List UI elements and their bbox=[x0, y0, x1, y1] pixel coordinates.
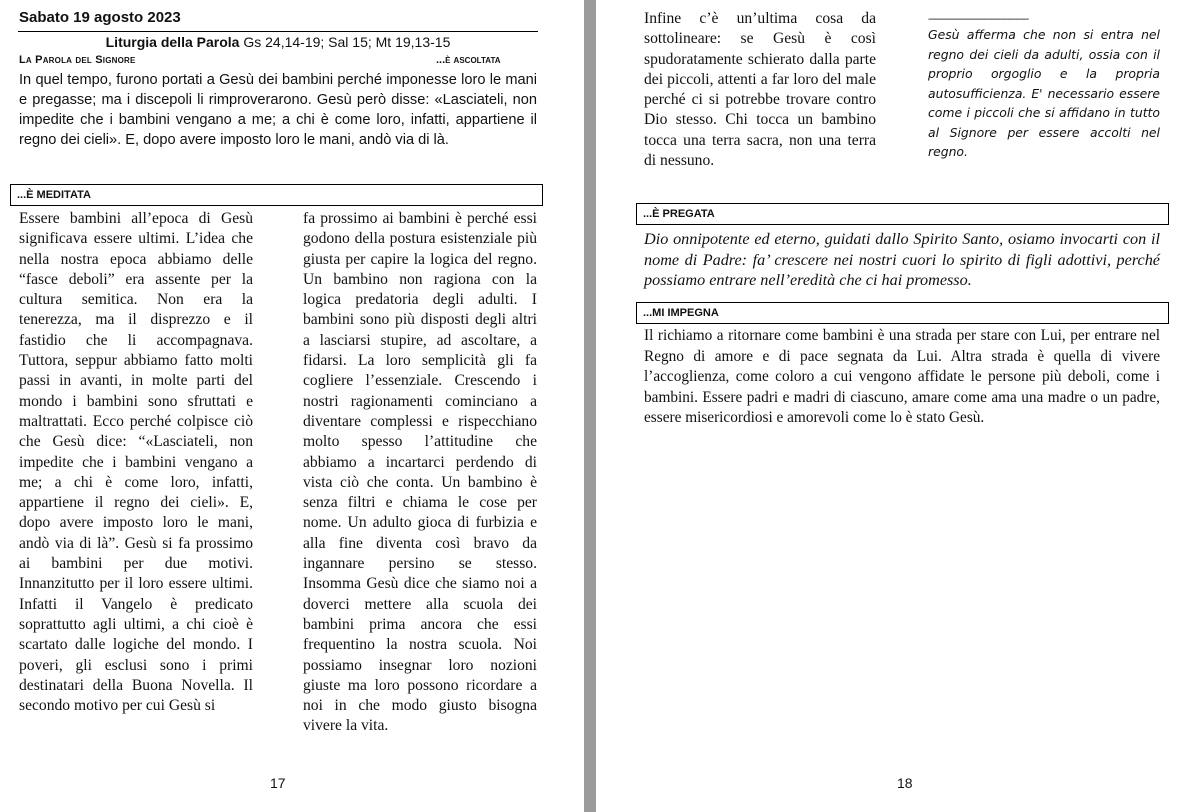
commit-heading-label: ...MI IMPEGNA bbox=[643, 307, 719, 319]
meditated-heading-label: ...È MEDITATA bbox=[17, 189, 91, 201]
page-right bbox=[596, 0, 1179, 812]
prayed-heading bbox=[636, 203, 1169, 225]
page-left bbox=[0, 0, 584, 812]
meditated-heading bbox=[10, 184, 543, 206]
page-number-right: 18 bbox=[897, 775, 913, 791]
header-rule bbox=[18, 31, 538, 32]
prayer-text: Dio onnipotente ed eterno, guidati dallo Spirito Santo, osiamo invocarti con il nome di Padre: fa’ crescere nei nostri cuori lo spirito di figli adottivi, perché possiamo entrare nell’eredità che ci hai promesso. bbox=[644, 230, 1160, 289]
heard-heading: ...è ascoltata bbox=[436, 54, 501, 66]
page-number-left: 17 bbox=[270, 775, 286, 791]
liturgy-refs: Gs 24,14-19; Sal 15; Mt 19,13-15 bbox=[243, 34, 451, 50]
page-gutter bbox=[584, 0, 596, 812]
word-heading: La Parola del Signore bbox=[19, 54, 136, 66]
liturgy-label: Liturgia della Parola bbox=[105, 34, 240, 50]
liturgy-line bbox=[18, 34, 538, 50]
meditation-column-1: Essere bambini all’epoca di Gesù significava essere ultimi. L’idea che nella nostra epoca abbiamo delle “fasce deboli” era assente per la cultura semitica. Non era la tenerezza, ma il disprezzo e il fastidio che li accompagnava. Tuttora, seppur abbiamo fatto molti passi in avanti, in molte parti del mondo i bambini sono sfruttati e maltrattati. Ecco perché colpisce ciò che Gesù dice: “«Lasciateli, non impedite che i bambini vengano a me; a chi è come loro, infatti, appartiene il regno dei cieli». E, dopo avere imposto loro le mani, andò via di là”. Gesù si fa prossimo ai bambini per due motivi. Innanzitutto per il loro essere ultimi. Infatti il Vangelo è predicato soprattutto agli ultimi, a chi cioè è scartato dalle logiche del mondo. I poveri, gli esclusi sono i primi destinatari della Buona Novella. Il secondo motivo per cui Gesù si bbox=[19, 210, 253, 715]
meditation-column-2: fa prossimo ai bambini è perché essi godono della postura esistenziale più giusta per capire la logica del regno. Un bambino non ragiona con la logica predatoria degli adulti. I bambini sono più disposti degli altri a lasciarsi stupire, ad ascoltare, a fidarsi. La loro semplicità gli fa cogliere l’essenziale. Crescendo i nostri ragionamenti cominciano a diventare complessi e rispecchiano molto spesso l’attitudine che abbiamo a incartarci perdendo di vista ciò che conta. Un bambino è senza filtri e chiama le cose per nome. Un adulto gioca di furbizia e alla fine diventa così bravo da ingannare persino se stesso. Insomma Gesù dice che siamo noi a doverci mettere alla scuola dei bambini prima ancora che essi frequentino la nostra scuola. Noi possiamo insegnar loro nozioni giuste ma loro possono ricordare a noi in che modo giusto bisogna vivere la vita. bbox=[303, 210, 537, 735]
meditation-continued: Infine c’è un’ultima cosa da sottolineare: se Gesù è così spudoratamente schierato dalla parte dei piccoli, attenti a far loro del male perché ci si potrebbe trovare contro Dio stesso. Chi tocca un bambino tocca una terra sacra, non una terra di nessuno. bbox=[644, 10, 876, 170]
gospel-text: In quel tempo, furono portati a Gesù dei bambini perché imponesse loro le mani e pregasse; ma i discepoli li rimproverarono. Gesù però disse: «Lasciateli, non impedite che i bambini vengano a me; a chi è come loro, infatti, appartiene il regno dei cieli». E, dopo avere imposto loro le mani, andò via di là. bbox=[19, 72, 537, 148]
page-date: Sabato 19 agosto 2023 bbox=[19, 9, 181, 26]
prayed-heading-label: ...È PREGATA bbox=[643, 208, 715, 220]
commit-text: Il richiamo a ritornare come bambini è una strada per stare con Lui, per entrare nel Regno di amore e di pace segnata da Lui. Altra strada è quella di vivere l’accoglienza, come coloro a cui vengono affidate le persone più deboli, come i bambini. Essere padri e madri di ciascuno, amare come ama una madre o un padre, essere misericordiosi e amorevoli come lo è stato Gesù. bbox=[644, 327, 1160, 426]
sidenote: Gesù afferma che non si entra nel regno dei cieli da adulti, ossia con il proprio orgoglio e la propria autosufficienza. E' necessario essere come i piccoli che si affidano in tutto al Signore per essere accolti nel regno. bbox=[928, 27, 1160, 159]
sidenote-rule: ------------------------------------------- bbox=[928, 14, 1029, 25]
commit-heading bbox=[636, 302, 1169, 324]
